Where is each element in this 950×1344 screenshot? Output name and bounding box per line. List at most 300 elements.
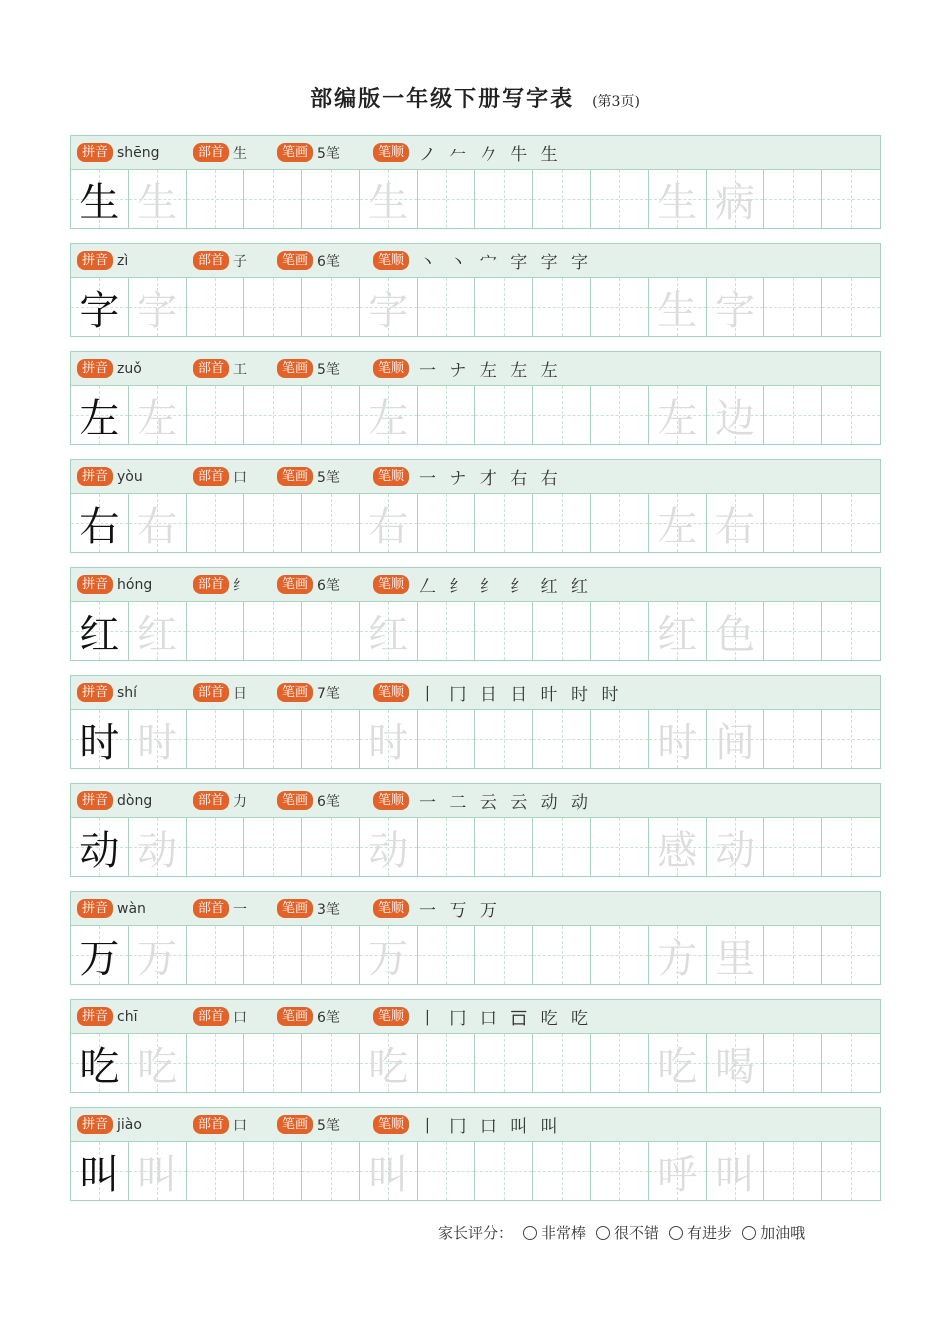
strokes-tag: 笔画 (277, 899, 313, 918)
radical-value: 生 (233, 145, 248, 162)
cell-character: 左 (79, 395, 120, 442)
page-title (0, 82, 950, 113)
writing-cell[interactable] (302, 818, 360, 876)
writing-grid (70, 1033, 881, 1093)
writing-cell[interactable] (591, 602, 649, 660)
writing-cell[interactable] (822, 602, 880, 660)
strokes-field (277, 791, 340, 811)
writing-cell[interactable] (187, 710, 245, 768)
writing-cell[interactable] (475, 602, 533, 660)
cell-character: 动 (79, 827, 120, 874)
writing-cell[interactable] (533, 170, 591, 228)
writing-cell[interactable] (591, 710, 649, 768)
stroke-order-tag: 笔顺 (373, 575, 409, 594)
writing-cell[interactable] (244, 494, 302, 552)
writing-cell[interactable] (302, 1142, 360, 1200)
rating-option-label: 加油哦 (760, 1224, 806, 1242)
strokes-field (277, 359, 340, 379)
radical-value: 口 (233, 469, 248, 486)
radical-tag: 部首 (193, 143, 229, 162)
writing-cell[interactable] (187, 926, 245, 984)
trace-character[interactable] (129, 494, 187, 552)
radical-tag: 部首 (193, 251, 229, 270)
writing-cell[interactable] (244, 278, 302, 336)
cell-character: 叫 (714, 1151, 755, 1198)
rating-option-3[interactable] (742, 1222, 805, 1243)
writing-cell[interactable] (418, 386, 476, 444)
trace-character[interactable] (360, 1034, 418, 1092)
writing-cell[interactable] (302, 602, 360, 660)
writing-cell[interactable] (822, 170, 880, 228)
trace-word-char[interactable] (707, 494, 765, 552)
radical-field (193, 143, 247, 163)
trace-word-char[interactable] (649, 1034, 707, 1092)
writing-cell[interactable] (187, 602, 245, 660)
trace-word-char[interactable] (649, 602, 707, 660)
trace-character[interactable] (129, 386, 187, 444)
cell-character: 左 (368, 395, 409, 442)
stroke-order-value: 丨 冂 口 叫 叫 (419, 1117, 562, 1137)
row-header (70, 783, 881, 817)
trace-word-char[interactable] (649, 710, 707, 768)
cell-character: 左 (657, 395, 698, 442)
stroke-order-tag: 笔顺 (373, 467, 409, 486)
trace-character[interactable] (360, 602, 418, 660)
trace-character[interactable] (129, 1034, 187, 1092)
writing-cell[interactable] (418, 710, 476, 768)
writing-cell[interactable] (822, 494, 880, 552)
strokes-tag: 笔画 (277, 683, 313, 702)
writing-cell[interactable] (591, 1142, 649, 1200)
model-character (71, 386, 129, 444)
cell-character: 动 (137, 827, 178, 874)
writing-cell[interactable] (591, 818, 649, 876)
writing-cell[interactable] (533, 494, 591, 552)
writing-cell[interactable] (244, 818, 302, 876)
radical-field (193, 683, 247, 703)
radical-field (193, 251, 247, 271)
strokes-value: 6笔 (317, 793, 340, 810)
writing-cell[interactable] (822, 278, 880, 336)
pinyin-tag: 拼音 (77, 359, 113, 378)
cell-character: 病 (714, 179, 755, 226)
radical-tag: 部首 (193, 791, 229, 810)
trace-word-char[interactable] (649, 386, 707, 444)
trace-word-char[interactable] (707, 710, 765, 768)
stroke-order-field (373, 788, 592, 813)
writing-grid (70, 169, 881, 229)
writing-cell[interactable] (475, 1142, 533, 1200)
trace-word-char[interactable] (707, 1142, 765, 1200)
page-number: (第3页) (592, 94, 640, 110)
pinyin-value: zuǒ (117, 360, 142, 377)
stroke-order-value: 一 ナ 才 右 右 (419, 469, 562, 489)
writing-cell[interactable] (187, 494, 245, 552)
trace-character[interactable] (360, 1142, 418, 1200)
pinyin-tag: 拼音 (77, 1115, 113, 1134)
trace-character[interactable] (129, 170, 187, 228)
character-row (70, 567, 881, 663)
strokes-field (277, 251, 340, 271)
writing-cell[interactable] (475, 494, 533, 552)
pinyin-tag: 拼音 (77, 143, 113, 162)
writing-cell[interactable] (418, 602, 476, 660)
strokes-tag: 笔画 (277, 575, 313, 594)
cell-character: 时 (368, 719, 409, 766)
writing-cell[interactable] (475, 170, 533, 228)
radical-field (193, 359, 247, 379)
writing-cell[interactable] (244, 602, 302, 660)
pinyin-field (77, 143, 160, 162)
strokes-tag: 笔画 (277, 1007, 313, 1026)
writing-cell[interactable] (591, 170, 649, 228)
cell-character: 时 (79, 719, 120, 766)
strokes-field (277, 1007, 340, 1027)
radio-circle-icon[interactable] (742, 1226, 756, 1240)
stroke-order-tag: 笔顺 (373, 1115, 409, 1134)
cell-character: 感 (657, 827, 698, 874)
strokes-field (277, 683, 340, 703)
cell-character: 里 (714, 935, 755, 982)
writing-cell[interactable] (822, 386, 880, 444)
cell-character: 右 (714, 503, 755, 550)
writing-cell[interactable] (533, 602, 591, 660)
character-row (70, 783, 881, 879)
stroke-order-value: 一 ナ 左 左 左 (419, 361, 562, 381)
trace-character[interactable] (129, 926, 187, 984)
writing-cell[interactable] (418, 1034, 476, 1092)
strokes-value: 6笔 (317, 577, 340, 594)
cell-character: 万 (137, 935, 178, 982)
stroke-order-value: 丶 丶 宀 字 字 字 (419, 253, 593, 273)
writing-cell[interactable] (475, 386, 533, 444)
strokes-field (277, 575, 340, 595)
model-character (71, 278, 129, 336)
cell-character: 吃 (79, 1043, 120, 1090)
writing-grid (70, 925, 881, 985)
writing-cell[interactable] (302, 386, 360, 444)
cell-character: 叫 (137, 1151, 178, 1198)
trace-word-char[interactable] (707, 1034, 765, 1092)
model-character (71, 1142, 129, 1200)
pinyin-tag: 拼音 (77, 1007, 113, 1026)
writing-cell[interactable] (475, 710, 533, 768)
strokes-value: 6笔 (317, 1009, 340, 1026)
trace-word-char[interactable] (649, 818, 707, 876)
trace-character[interactable] (129, 278, 187, 336)
title-text: 部编版一年级下册写字表 (310, 86, 575, 112)
rating-option-0[interactable] (523, 1222, 586, 1243)
cell-character: 时 (657, 719, 698, 766)
pinyin-value: yòu (117, 468, 143, 485)
writing-cell[interactable] (533, 710, 591, 768)
cell-character: 右 (137, 503, 178, 550)
strokes-tag: 笔画 (277, 1115, 313, 1134)
writing-cell[interactable] (302, 170, 360, 228)
cell-character: 生 (657, 287, 698, 334)
writing-grid (70, 385, 881, 445)
trace-character[interactable] (360, 170, 418, 228)
rating-option-label: 有进步 (687, 1224, 733, 1242)
writing-cell[interactable] (244, 926, 302, 984)
writing-cell[interactable] (533, 1034, 591, 1092)
radical-tag: 部首 (193, 1007, 229, 1026)
writing-cell[interactable] (418, 170, 476, 228)
cell-character: 时 (137, 719, 178, 766)
writing-grid (70, 277, 881, 337)
writing-cell[interactable] (187, 170, 245, 228)
writing-cell[interactable] (591, 278, 649, 336)
writing-cell[interactable] (418, 926, 476, 984)
radio-circle-icon[interactable] (596, 1226, 610, 1240)
trace-word-char[interactable] (707, 386, 765, 444)
cell-character: 字 (714, 287, 755, 334)
writing-cell[interactable] (418, 494, 476, 552)
pinyin-tag: 拼音 (77, 575, 113, 594)
writing-cell[interactable] (822, 926, 880, 984)
writing-cell[interactable] (591, 1034, 649, 1092)
stroke-order-tag: 笔顺 (373, 683, 409, 702)
trace-word-char[interactable] (707, 818, 765, 876)
model-character (71, 170, 129, 228)
writing-cell[interactable] (187, 1034, 245, 1092)
row-header (70, 1107, 881, 1141)
writing-cell[interactable] (764, 494, 822, 552)
radical-value: 一 (233, 901, 248, 918)
pinyin-value: wàn (117, 900, 146, 917)
trace-character[interactable] (360, 926, 418, 984)
writing-cell[interactable] (764, 386, 822, 444)
writing-cell[interactable] (533, 278, 591, 336)
cell-character: 生 (79, 179, 120, 226)
writing-cell[interactable] (822, 1142, 880, 1200)
cell-character: 动 (714, 827, 755, 874)
row-header (70, 459, 881, 493)
model-character (71, 818, 129, 876)
trace-word-char[interactable] (649, 1142, 707, 1200)
pinyin-field (77, 683, 137, 702)
pinyin-value: chī (117, 1008, 138, 1025)
writing-cell[interactable] (244, 1142, 302, 1200)
pinyin-field (77, 467, 143, 486)
writing-cell[interactable] (591, 494, 649, 552)
cell-character: 间 (714, 719, 755, 766)
cell-character: 红 (137, 611, 178, 658)
cell-character: 字 (137, 287, 178, 334)
writing-cell[interactable] (302, 1034, 360, 1092)
writing-cell[interactable] (244, 1034, 302, 1092)
character-table (70, 135, 881, 1215)
trace-word-char[interactable] (649, 278, 707, 336)
parent-rating (438, 1222, 805, 1243)
stroke-order-value: 丨 冂 日 日 旪 时 时 (419, 685, 623, 705)
radical-field (193, 467, 247, 487)
radical-value: 工 (233, 361, 248, 378)
cell-character: 吃 (657, 1043, 698, 1090)
cell-character: 万 (79, 935, 120, 982)
writing-cell[interactable] (822, 1034, 880, 1092)
writing-grid (70, 709, 881, 769)
radical-tag: 部首 (193, 899, 229, 918)
stroke-order-tag: 笔顺 (373, 791, 409, 810)
writing-cell[interactable] (302, 926, 360, 984)
radio-circle-icon[interactable] (669, 1226, 683, 1240)
radical-tag: 部首 (193, 575, 229, 594)
character-row (70, 675, 881, 771)
model-character (71, 602, 129, 660)
cell-character: 生 (657, 179, 698, 226)
writing-cell[interactable] (764, 818, 822, 876)
writing-cell[interactable] (418, 278, 476, 336)
row-header (70, 135, 881, 169)
writing-cell[interactable] (418, 818, 476, 876)
stroke-order-value: 𠃋 纟 纟 纟 红 红 (419, 577, 593, 597)
writing-cell[interactable] (533, 926, 591, 984)
stroke-order-field (373, 680, 622, 705)
cell-character: 生 (368, 179, 409, 226)
writing-cell[interactable] (187, 818, 245, 876)
writing-grid (70, 493, 881, 553)
trace-character[interactable] (360, 494, 418, 552)
writing-cell[interactable] (302, 494, 360, 552)
strokes-tag: 笔画 (277, 359, 313, 378)
character-row (70, 351, 881, 447)
rating-option-2[interactable] (669, 1222, 732, 1243)
trace-word-char[interactable] (707, 926, 765, 984)
pinyin-tag: 拼音 (77, 683, 113, 702)
character-row (70, 891, 881, 987)
stroke-order-field (373, 1112, 562, 1137)
writing-cell[interactable] (418, 1142, 476, 1200)
character-row (70, 135, 881, 231)
row-header (70, 675, 881, 709)
cell-character: 右 (368, 503, 409, 550)
writing-cell[interactable] (475, 278, 533, 336)
trace-word-char[interactable] (649, 494, 707, 552)
rating-option-1[interactable] (596, 1222, 659, 1243)
trace-word-char[interactable] (707, 602, 765, 660)
stroke-order-tag: 笔顺 (373, 899, 409, 918)
writing-cell[interactable] (187, 386, 245, 444)
pinyin-value: shēng (117, 144, 160, 161)
writing-cell[interactable] (533, 1142, 591, 1200)
radio-circle-icon[interactable] (523, 1226, 537, 1240)
cell-character: 喝 (714, 1043, 755, 1090)
trace-character[interactable] (129, 1142, 187, 1200)
radical-field (193, 791, 247, 811)
model-character (71, 1034, 129, 1092)
writing-cell[interactable] (764, 710, 822, 768)
writing-cell[interactable] (764, 602, 822, 660)
radical-tag: 部首 (193, 683, 229, 702)
cell-character: 右 (79, 503, 120, 550)
cell-character: 字 (368, 287, 409, 334)
radical-tag: 部首 (193, 467, 229, 486)
radical-tag: 部首 (193, 359, 229, 378)
cell-character: 方 (657, 935, 698, 982)
writing-cell[interactable] (591, 926, 649, 984)
trace-character[interactable] (360, 710, 418, 768)
writing-cell[interactable] (302, 278, 360, 336)
radical-value: 口 (233, 1117, 248, 1134)
trace-character[interactable] (360, 278, 418, 336)
writing-cell[interactable] (764, 278, 822, 336)
writing-cell[interactable] (475, 926, 533, 984)
writing-cell[interactable] (764, 1034, 822, 1092)
writing-cell[interactable] (764, 1142, 822, 1200)
cell-character: 红 (657, 611, 698, 658)
pinyin-tag: 拼音 (77, 791, 113, 810)
pinyin-field (77, 1115, 142, 1134)
writing-cell[interactable] (822, 710, 880, 768)
pinyin-value: dòng (117, 792, 153, 809)
stroke-order-tag: 笔顺 (373, 251, 409, 270)
writing-cell[interactable] (187, 1142, 245, 1200)
rating-option-label: 非常棒 (541, 1224, 587, 1242)
character-row (70, 459, 881, 555)
cell-character: 字 (79, 287, 120, 334)
pinyin-tag: 拼音 (77, 899, 113, 918)
rating-label: 家长评分： (438, 1224, 514, 1242)
radical-value: 力 (233, 793, 248, 810)
writing-cell[interactable] (764, 170, 822, 228)
trace-character[interactable] (129, 602, 187, 660)
writing-cell[interactable] (533, 818, 591, 876)
trace-character[interactable] (129, 710, 187, 768)
strokes-value: 7笔 (317, 685, 340, 702)
stroke-order-field (373, 896, 501, 921)
writing-cell[interactable] (764, 926, 822, 984)
pinyin-field (77, 575, 152, 594)
writing-cell[interactable] (302, 710, 360, 768)
writing-cell[interactable] (822, 818, 880, 876)
pinyin-field (77, 899, 146, 918)
pinyin-tag: 拼音 (77, 251, 113, 270)
writing-cell[interactable] (244, 710, 302, 768)
character-row (70, 1107, 881, 1203)
trace-character[interactable] (129, 818, 187, 876)
stroke-order-field (373, 248, 592, 273)
writing-cell[interactable] (244, 386, 302, 444)
row-header (70, 351, 881, 385)
cell-character: 生 (137, 179, 178, 226)
stroke-order-value: 一 二 云 云 动 动 (419, 793, 593, 813)
writing-cell[interactable] (475, 1034, 533, 1092)
trace-word-char[interactable] (649, 170, 707, 228)
strokes-value: 5笔 (317, 145, 340, 162)
stroke-order-field (373, 464, 562, 489)
trace-word-char[interactable] (707, 278, 765, 336)
trace-character[interactable] (360, 818, 418, 876)
trace-character[interactable] (360, 386, 418, 444)
trace-word-char[interactable] (649, 926, 707, 984)
radical-field (193, 899, 247, 919)
cell-character: 万 (368, 935, 409, 982)
strokes-value: 6笔 (317, 253, 340, 270)
stroke-order-tag: 笔顺 (373, 143, 409, 162)
writing-cell[interactable] (533, 386, 591, 444)
cell-character: 红 (368, 611, 409, 658)
trace-word-char[interactable] (707, 170, 765, 228)
stroke-order-tag: 笔顺 (373, 1007, 409, 1026)
writing-cell[interactable] (591, 386, 649, 444)
writing-cell[interactable] (187, 278, 245, 336)
writing-cell[interactable] (244, 170, 302, 228)
model-character (71, 494, 129, 552)
radical-value: 日 (233, 685, 248, 702)
writing-cell[interactable] (475, 818, 533, 876)
cell-character: 叫 (79, 1151, 120, 1198)
